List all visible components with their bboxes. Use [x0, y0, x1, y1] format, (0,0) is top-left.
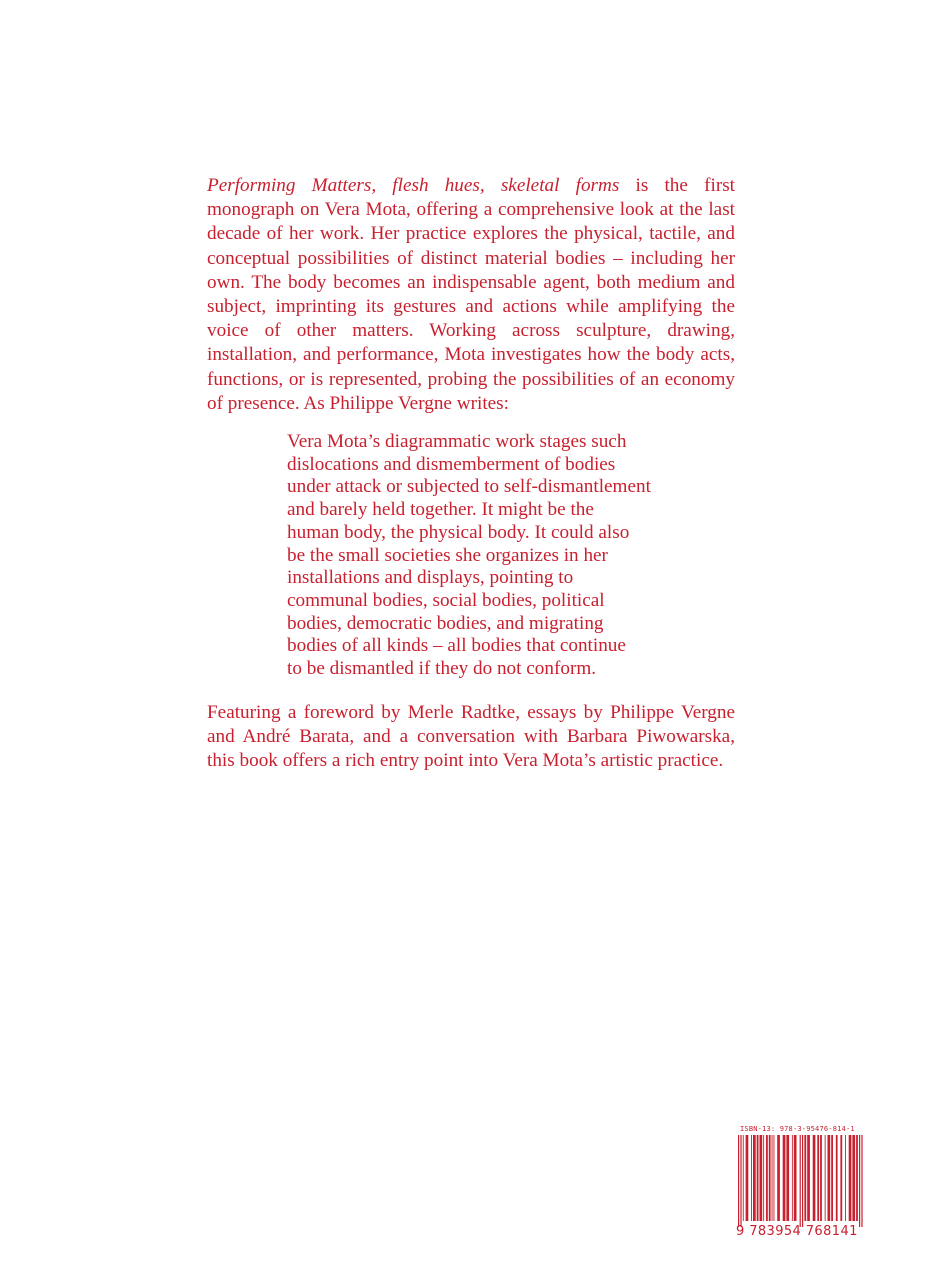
- barcode-digits: 9 783954 768141: [736, 1224, 858, 1239]
- barcode-bars: [736, 1135, 866, 1227]
- barcode-bar: [802, 1135, 803, 1227]
- isbn-barcode: [736, 1125, 866, 1245]
- barcode-bar: [807, 1135, 810, 1221]
- barcode-bar: [774, 1135, 775, 1221]
- barcode-bar: [804, 1135, 806, 1221]
- barcode-bar: [792, 1135, 793, 1221]
- barcode-bar: [817, 1135, 819, 1221]
- barcode-bar: [738, 1135, 739, 1227]
- barcode-bar: [849, 1135, 852, 1221]
- barcode-bar: [828, 1135, 831, 1221]
- barcode-bar: [859, 1135, 860, 1227]
- barcode-bar: [740, 1135, 741, 1227]
- isbn-label: ISBN-13: 978-3-95476-814-1: [740, 1125, 855, 1133]
- barcode-bar: [856, 1135, 858, 1221]
- back-cover-text: [207, 174, 735, 773]
- closing-paragraph: [207, 701, 735, 774]
- quote-line: bodies, democratic bodies, and migrating: [287, 612, 604, 634]
- quote-line: to be dismantled if they do not conform.: [287, 658, 597, 680]
- barcode-bar: [836, 1135, 838, 1221]
- quote-line: be the small societies she organizes in her: [287, 544, 608, 566]
- quote-line: human body, the physical body. It could also: [287, 521, 630, 543]
- barcode-bar: [753, 1135, 756, 1221]
- barcode-bar: [743, 1135, 744, 1221]
- quote-line: bodies of all kinds – all bodies that continue: [287, 635, 626, 657]
- barcode-bar: [852, 1135, 855, 1221]
- barcode-bar: [769, 1135, 771, 1221]
- barcode-bar: [772, 1135, 773, 1221]
- barcode-bar: [760, 1135, 763, 1221]
- barcode-bar: [766, 1135, 768, 1221]
- quote-line: and barely held together. It might be the: [287, 499, 594, 521]
- closing-text: Featuring a foreword by Merle Radtke, essays by Philippe Vergne and André Barata, and a conversation with Barbara Piwowarska, this book offers a rich entry point into Vera Mota’s artistic practice.: [207, 701, 735, 772]
- quote-line: dislocations and dismemberment of bodies: [287, 453, 616, 475]
- book-title-italic: Performing Matters, flesh hues, skeletal forms: [207, 175, 620, 196]
- quote-line: Vera Mota’s diagrammatic work stages such: [287, 431, 627, 453]
- barcode-bar: [757, 1135, 759, 1221]
- barcode-bar: [813, 1135, 816, 1221]
- block-quote: [287, 431, 687, 681]
- barcode-bar: [831, 1135, 833, 1221]
- barcode-bar: [840, 1135, 842, 1221]
- barcode-bar: [777, 1135, 780, 1221]
- quote-line: communal bodies, social bodies, political: [287, 589, 605, 611]
- barcode-bar: [786, 1135, 789, 1221]
- barcode-bar: [763, 1135, 764, 1221]
- intro-body: is the first monograph on Vera Mota, offering a comprehensive look at the last decade of her work. Her practice explores the physical, tactile, and conceptual possibilities of distinct material bodies – including her own. The body becomes an indispensable agent, both medium and subject, imprinting its gestures and actions while amplifying the voice of other matters. Working across sculpture, drawing, installation, and performance, Mota investigates how the body acts, functions, or is represented, probing the possibilities of an economy of presence. As Philippe Vergne writes:: [207, 175, 736, 414]
- quote-line: installations and displays, pointing to: [287, 567, 574, 589]
- barcode-bar: [783, 1135, 786, 1221]
- barcode-bar: [820, 1135, 822, 1221]
- barcode-bar: [746, 1135, 749, 1221]
- intro-paragraph: [207, 174, 735, 416]
- barcode-bar: [800, 1135, 801, 1227]
- quote-line: under attack or subjected to self-dismantlement: [287, 476, 651, 498]
- barcode-bar: [845, 1135, 846, 1221]
- barcode-bar: [861, 1135, 862, 1227]
- barcode-bar: [825, 1135, 826, 1221]
- barcode-bar: [794, 1135, 797, 1221]
- barcode-bar: [751, 1135, 752, 1221]
